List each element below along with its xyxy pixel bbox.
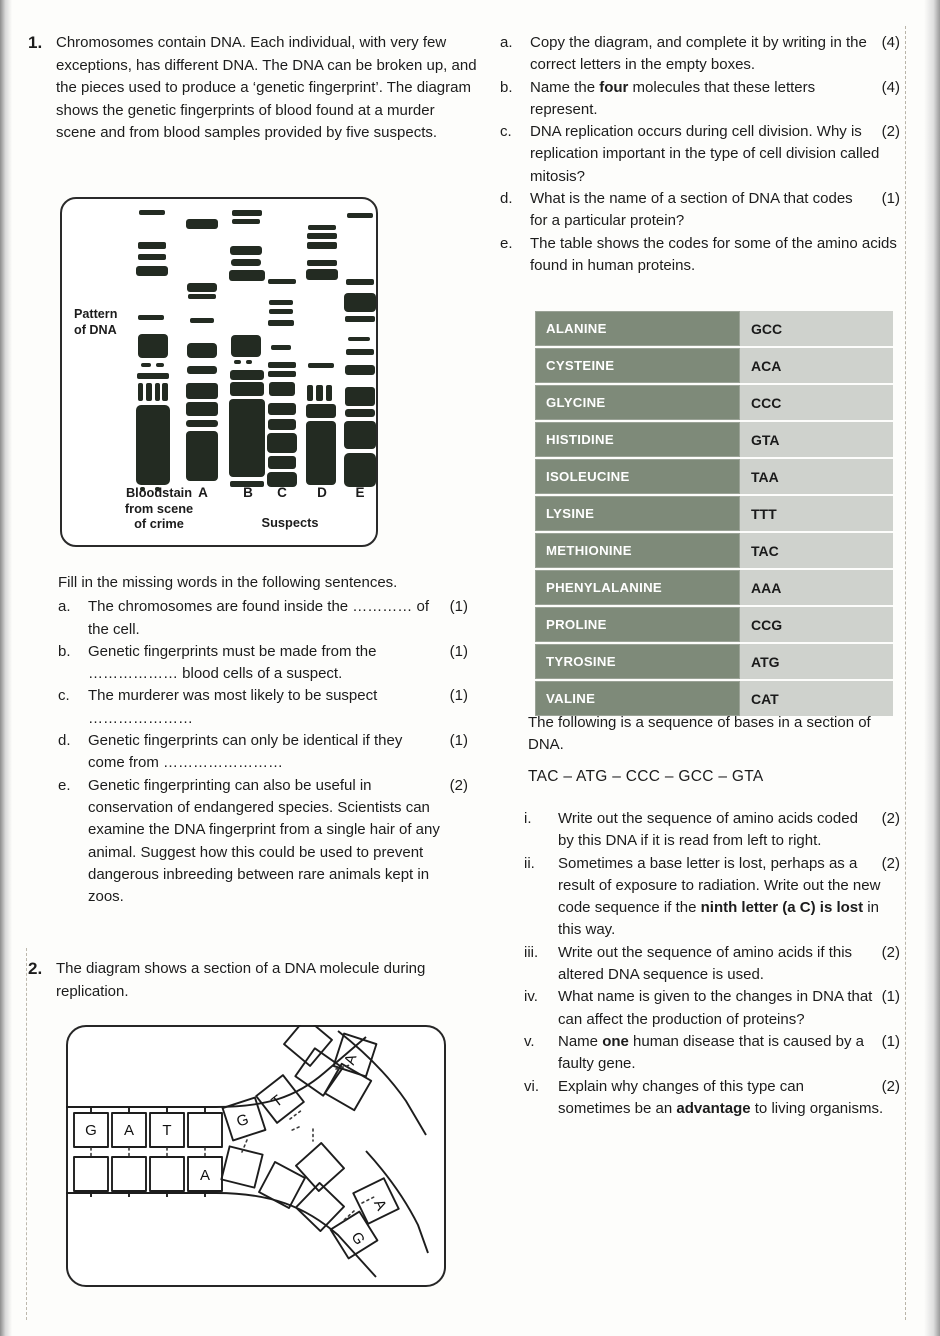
- dna-replication-diagram: [66, 1025, 446, 1287]
- amino-acid-code: GCC: [740, 311, 893, 346]
- margin-rule-left: [26, 948, 27, 1320]
- part-marker-b: b.: [500, 78, 513, 96]
- left-column: [28, 32, 478, 145]
- amino-acid-code: TAA: [740, 459, 893, 494]
- item-marker-b: b.: [58, 642, 71, 660]
- part-marks-c: (2): [881, 123, 900, 141]
- list-item: [500, 77, 900, 122]
- item-marker-c: c.: [58, 687, 70, 705]
- table-row: [535, 570, 893, 605]
- item-marker-d: d.: [58, 732, 71, 750]
- table-row: [535, 422, 893, 457]
- amino-acid-code: CAT: [740, 681, 893, 716]
- amino-acid-name: CYSTEINE: [535, 348, 740, 383]
- sequence-intro: The following is a sequence of bases in a section of DNA.: [528, 714, 871, 754]
- part-text-b-post: molecules that these letters represent.: [530, 78, 816, 118]
- subpart-text-ii-bold: ninth letter (a C) is lost: [700, 899, 864, 917]
- subpart-marks-v: (1): [881, 1032, 900, 1050]
- base-top-5: G: [234, 1110, 251, 1131]
- question-1-stem: Chromosomes contain DNA. Each individual, with very few exceptions, has different DNA. The DNA can be broken up, and the pieces used to produce a ‘genetic fingerprint’. The diagram shows the genetic fingerprints of blood found at a murder scene and from blood samples provided by five suspects.: [56, 34, 477, 141]
- subpart-text-ii-pre: Sometimes a base letter is lost, perhaps as a result of exposure to radiation. Write out the new code sequence if the: [558, 854, 881, 917]
- marks-b: (1): [449, 642, 468, 660]
- amino-acid-name: PROLINE: [535, 607, 740, 642]
- list-item: [500, 188, 900, 233]
- page-edge-right: [924, 0, 940, 1336]
- subpart-marker-iii: iii.: [524, 943, 539, 961]
- part-marker-a: a.: [500, 34, 513, 51]
- base-bottom-8: G: [347, 1229, 369, 1249]
- amino-acid-name: HISTIDINE: [535, 422, 740, 457]
- amino-acid-code: TAC: [740, 533, 893, 568]
- part-marks-a: (4): [881, 34, 900, 51]
- subpart-marker-v: v.: [524, 1032, 535, 1050]
- amino-acid-code: CCG: [740, 607, 893, 642]
- base-top-1: G: [85, 1122, 97, 1139]
- dna-fingerprint-figure: [60, 197, 378, 547]
- amino-acid-name: ISOLEUCINE: [535, 459, 740, 494]
- subpart-marker-ii: ii.: [524, 854, 535, 872]
- part-text-a: Copy the diagram, and complete it by writing in the correct letters in the empty boxes.: [530, 34, 867, 74]
- bloodstain-caption: Bloodstain from scene of crime: [124, 485, 194, 531]
- marks-a: (1): [449, 598, 468, 616]
- subpart-text-ii-post: in this way.: [558, 899, 879, 939]
- subpart-text-vi-post: to living organisms.: [750, 1099, 884, 1117]
- table-row: [535, 459, 893, 494]
- subpart-text-i: Write out the sequence of amino acids coded by this DNA if it is read from left to right.: [558, 810, 858, 850]
- page-edge-left: [0, 0, 12, 1336]
- item-text-a: The chromosomes are found inside the ………… of the cell.: [88, 598, 429, 638]
- item-text-d: Genetic fingerprints can only be identical if they come from ……………………: [88, 732, 403, 772]
- table-row: [535, 644, 893, 679]
- list-item: [58, 685, 468, 730]
- list-item: [500, 942, 900, 987]
- question-1-number: 1.: [28, 33, 43, 52]
- part-text-b-bold: four: [599, 78, 629, 96]
- subpart-text-iv: What name is given to the changes in DNA that can affect the production of proteins?: [558, 988, 873, 1028]
- amino-acid-name: GLYCINE: [535, 385, 740, 420]
- amino-acid-table: [535, 311, 893, 718]
- amino-acid-code: ATG: [740, 644, 893, 679]
- suspects-caption: Suspects: [261, 515, 319, 530]
- subpart-text-v-bold: one: [602, 1032, 629, 1050]
- base-bottom-9: A: [370, 1196, 390, 1214]
- pattern-of-dna-label: Pattern of DNA: [74, 307, 118, 337]
- list-item: [58, 775, 468, 909]
- list-item: [500, 32, 900, 77]
- table-row: [535, 348, 893, 383]
- part-text-e: The table shows the codes for some of the amino acids found in human proteins.: [530, 234, 897, 274]
- item-text-b: Genetic fingerprints must be made from the ……………… blood cells of a suspect.: [88, 642, 377, 683]
- list-item: [500, 121, 900, 188]
- list-item: [500, 1031, 900, 1076]
- base-top-2: A: [123, 1122, 135, 1139]
- subpart-text-vi-pre: Explain why changes of this type can sometimes be an: [558, 1077, 804, 1117]
- list-item: [500, 808, 900, 853]
- lane-letter-b: B: [243, 485, 253, 500]
- list-item: [500, 986, 900, 1031]
- item-text-e: Genetic fingerprinting can also be useful in conservation of endangered species. Scientists can examine the DNA fingerprint from a single hair of any animal. Suggest how this could be used to prevent dangerous inbreeding between rare animals kept in zoos.: [88, 776, 440, 906]
- right-column: [500, 32, 900, 277]
- base-top-8: A: [341, 1052, 361, 1067]
- item-marker-e: e.: [58, 776, 71, 794]
- dna-sequence: TAC – ATG – CCC – GCC – GTA: [528, 768, 764, 785]
- subpart-marker-i: i.: [524, 810, 532, 827]
- subpart-marks-ii: (2): [881, 854, 900, 872]
- subpart-marker-vi: vi.: [524, 1077, 539, 1095]
- part-marks-d: (1): [881, 190, 900, 208]
- part-marker-c: c.: [500, 123, 512, 141]
- subpart-text-v-post: human disease that is caused by a faulty gene.: [558, 1032, 865, 1073]
- base-top-3: T: [162, 1122, 172, 1139]
- marks-d: (1): [449, 732, 468, 750]
- amino-acid-name: VALINE: [535, 681, 740, 716]
- lane-letter-a: A: [198, 485, 208, 500]
- table-row: [535, 385, 893, 420]
- subpart-marker-iv: iv.: [524, 988, 538, 1006]
- list-item: [500, 1076, 900, 1121]
- subpart-marks-vi: (2): [881, 1077, 900, 1095]
- question-2-number: 2.: [28, 959, 43, 978]
- table-row: [535, 533, 893, 568]
- table-row: [535, 607, 893, 642]
- amino-acid-name: TYROSINE: [535, 644, 740, 679]
- part-text-d: What is the name of a section of DNA that codes for a particular protein?: [530, 190, 853, 230]
- amino-acid-code: GTA: [740, 422, 893, 457]
- lane-letter-c: C: [277, 485, 287, 500]
- item-text-c: The murderer was most likely to be suspect …………………: [88, 687, 378, 727]
- amino-acid-name: LYSINE: [535, 496, 740, 531]
- fill-in-section: [58, 572, 468, 908]
- amino-acid-name: METHIONINE: [535, 533, 740, 568]
- list-item: [58, 641, 468, 686]
- lane-letter-e: E: [355, 485, 365, 500]
- amino-acid-code: TTT: [740, 496, 893, 531]
- list-item: [500, 853, 900, 942]
- part-text-b-pre: Name the: [530, 78, 600, 96]
- table-row: [535, 311, 893, 346]
- base-bottom-4: A: [199, 1167, 211, 1184]
- subpart-marks-iv: (1): [881, 988, 900, 1006]
- marks-e: (2): [449, 776, 468, 794]
- part-marker-d: d.: [500, 190, 513, 208]
- part-text-c: DNA replication occurs during cell division. Why is replication important in the type of cell division called mitosis?: [530, 123, 880, 185]
- list-item: [58, 730, 468, 775]
- subpart-marks-i: (2): [881, 810, 900, 827]
- amino-acid-name: ALANINE: [535, 311, 740, 346]
- dna-strands: [66, 1025, 446, 1287]
- table-row: [535, 681, 893, 716]
- amino-acid-code: ACA: [740, 348, 893, 383]
- subpart-marks-iii: (2): [881, 943, 900, 961]
- part-marks-b: (4): [881, 78, 900, 96]
- marks-c: (1): [449, 687, 468, 705]
- subpart-text-v-pre: Name: [558, 1032, 603, 1050]
- margin-rule-right: [905, 26, 906, 1320]
- list-item: [58, 596, 468, 641]
- base-top-6: T: [268, 1091, 287, 1111]
- question-2: [28, 958, 478, 1003]
- table-row: [535, 496, 893, 531]
- question-2-stem: The diagram shows a section of a DNA molecule during replication.: [56, 960, 426, 1000]
- amino-acid-code: AAA: [740, 570, 893, 605]
- subpart-text-iii: Write out the sequence of amino acids if this altered DNA sequence is used.: [558, 943, 853, 984]
- lane-letter-d: D: [317, 485, 327, 500]
- subparts-list: [500, 808, 900, 1120]
- amino-acid-code: CCC: [740, 385, 893, 420]
- amino-acid-name: PHENYLALANINE: [535, 570, 740, 605]
- fill-in-intro: Fill in the missing words in the following sentences.: [58, 574, 398, 591]
- item-marker-a: a.: [58, 598, 71, 616]
- question-1: [28, 32, 478, 145]
- part-marker-e: e.: [500, 234, 513, 252]
- subpart-text-vi-bold: advantage: [676, 1099, 751, 1117]
- list-item: [500, 233, 900, 278]
